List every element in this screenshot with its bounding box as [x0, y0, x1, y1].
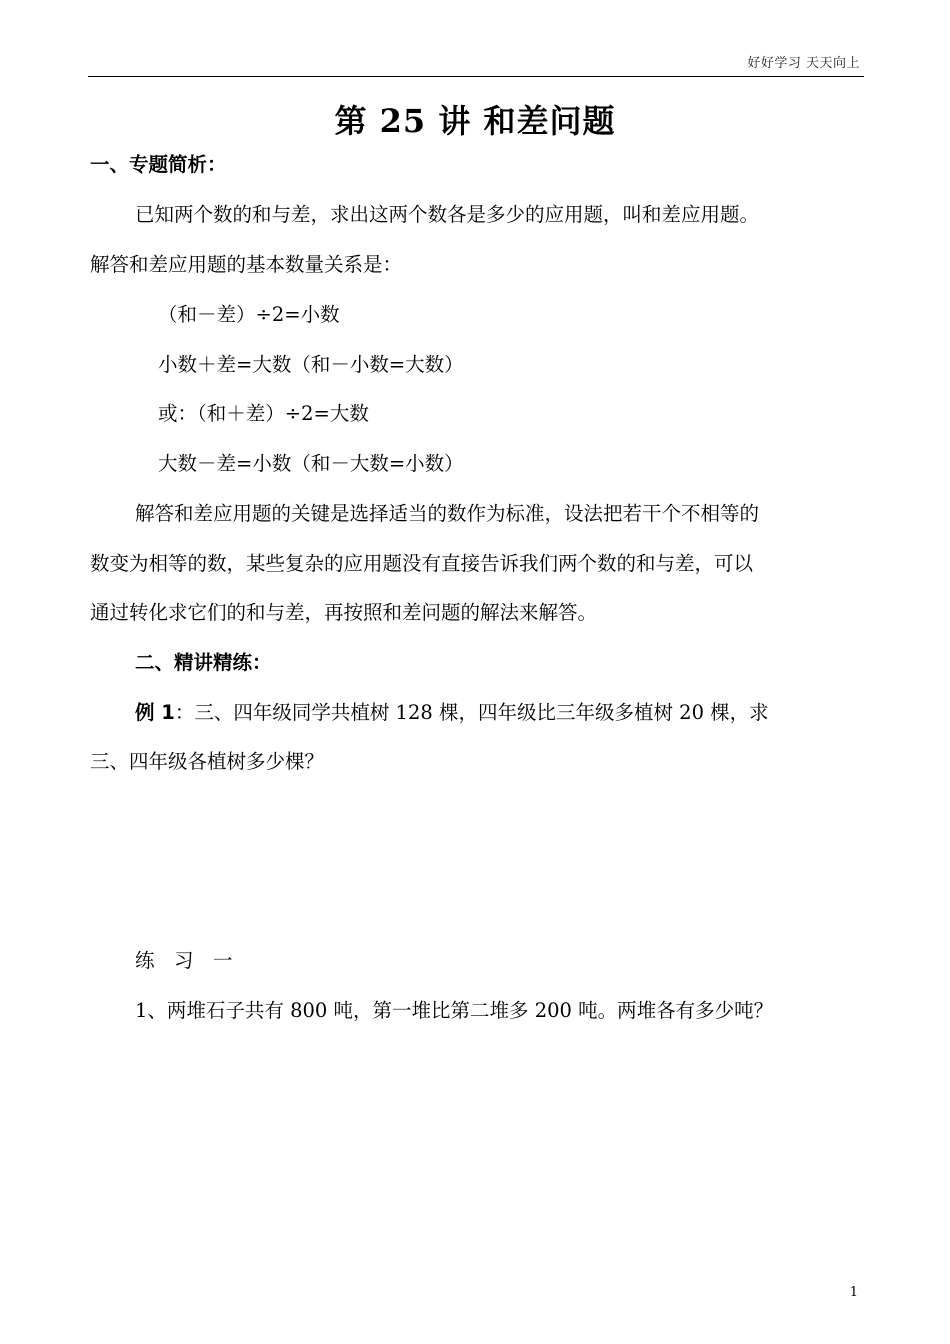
example-line: 三、四年级各植树多少棵？ [90, 750, 325, 773]
paragraph-line: 解答和差应用题的关键是选择适当的数作为标准，设法把若干个不相等的 [135, 502, 760, 525]
formula-line: 或：（和＋差）÷2=大数 [158, 402, 369, 425]
paragraph-line: 通过转化求它们的和与差，再按照和差问题的解法来解答。 [90, 601, 598, 624]
paragraph-line: 解答和差应用题的基本数量关系是： [90, 253, 403, 276]
section-heading-overview: 一、专题简析： [90, 153, 227, 176]
section-heading-practice: 二、精讲精练： [135, 651, 272, 674]
header-divider [88, 76, 864, 77]
example-text: ：三、四年级同学共植树 128 棵，四年级比三年级多植树 20 棵，求 [174, 701, 769, 724]
document-title: 第 25 讲 和差问题 [334, 102, 616, 140]
paragraph-line: 数变为相等的数，某些复杂的应用题没有直接告诉我们两个数的和与差，可以 [90, 552, 754, 575]
example-label: 例 1 [135, 701, 175, 724]
page-header: 好好学习 天天向上 [747, 56, 860, 71]
exercise-question: 1、两堆石子共有 800 吨，第一堆比第二堆多 200 吨。两堆各有多少吨？ [135, 999, 774, 1022]
example-line [135, 698, 915, 728]
formula-line: （和－差）÷2=小数 [158, 303, 340, 326]
formula-line: 大数－差=小数（和－大数=小数） [158, 452, 464, 475]
paragraph-line: 已知两个数的和与差，求出这两个数各是多少的应用题，叫和差应用题。 [135, 203, 760, 226]
exercise-heading: 练 习 一 [135, 949, 233, 972]
formula-line: 小数＋差=大数（和－小数=大数） [158, 353, 464, 376]
page-number: 1 [849, 1285, 858, 1300]
